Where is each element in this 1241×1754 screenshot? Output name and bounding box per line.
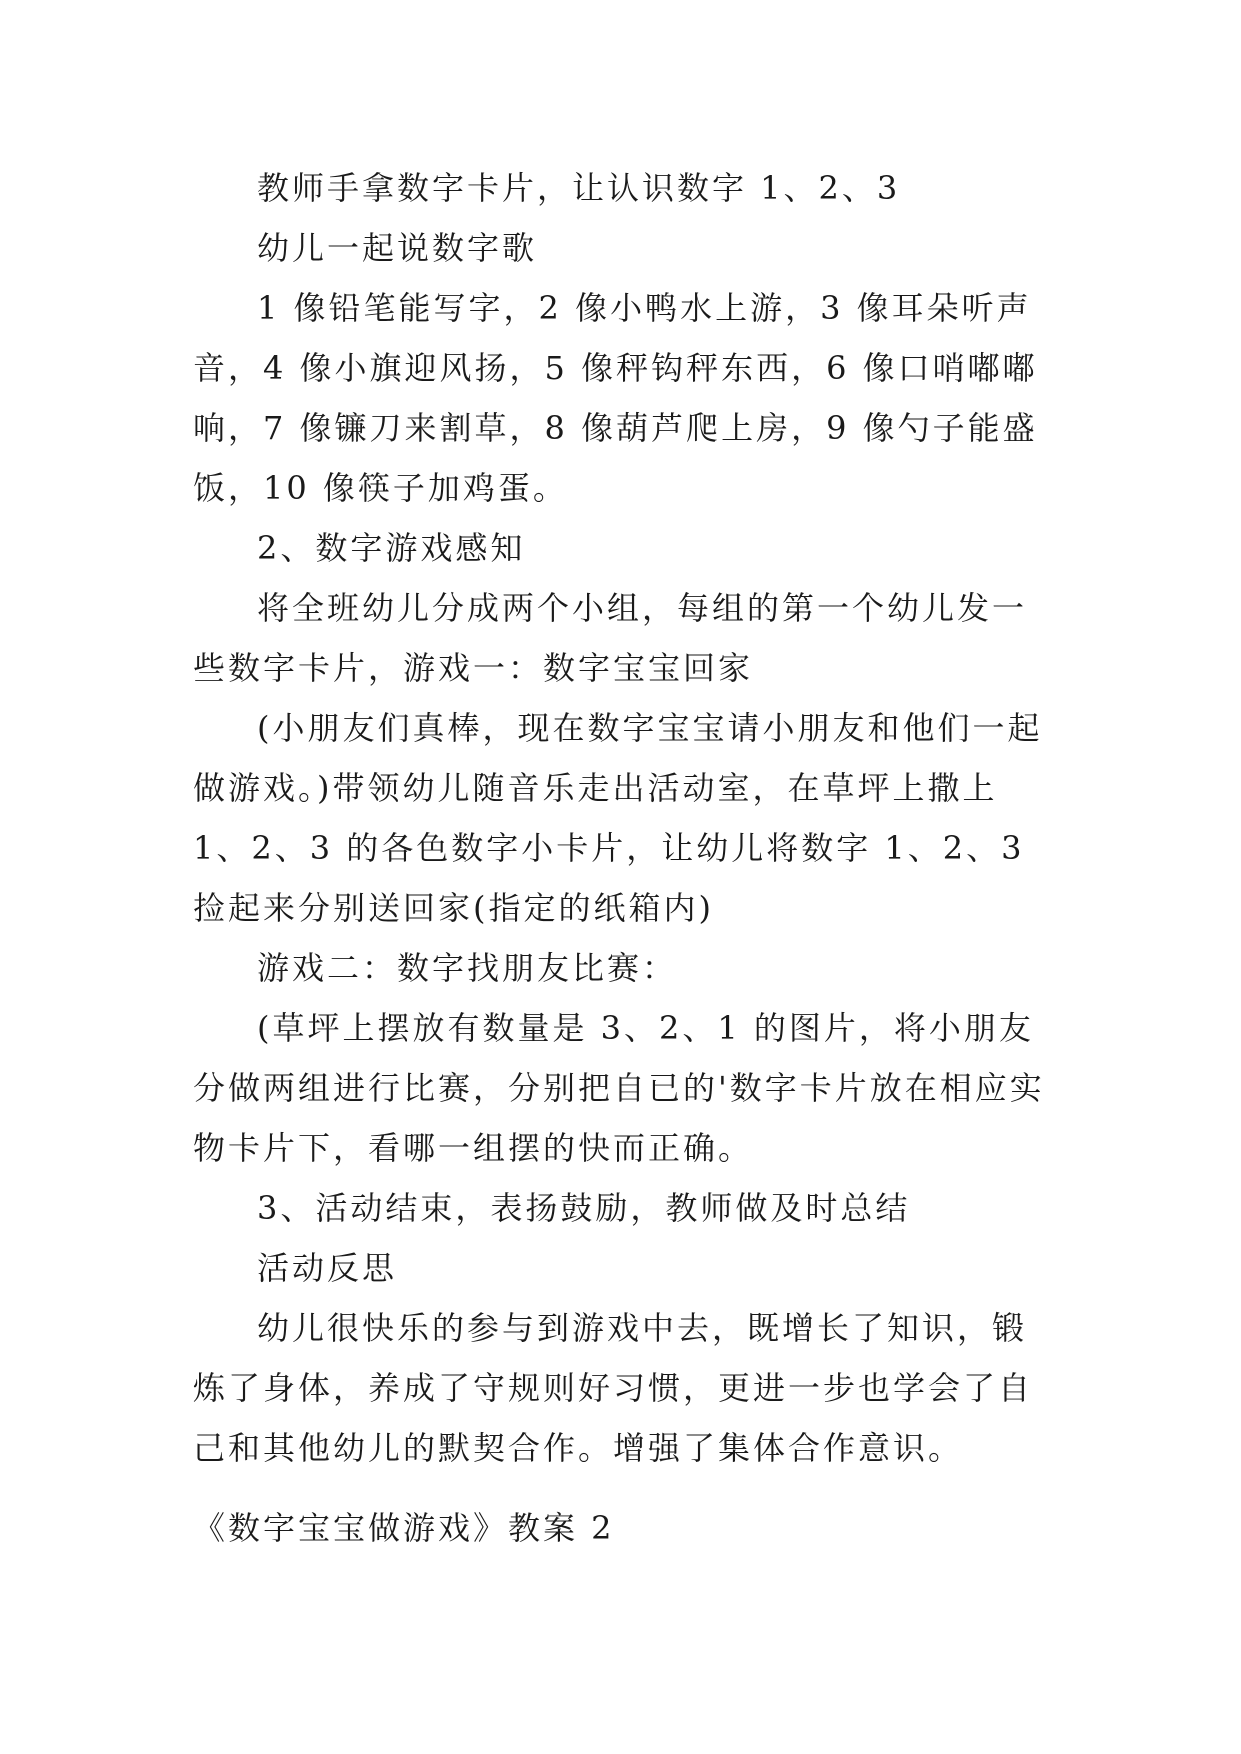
body-text — [193, 158, 1049, 1478]
paragraph-step-3: 3、活动结束，表扬鼓励，教师做及时总结 — [257, 1189, 911, 1227]
paragraph-reflection-title: 活动反思 — [257, 1249, 398, 1287]
section-title: 《数字宝宝做游戏》教案 2 — [193, 1509, 615, 1547]
paragraph-game-two: (草坪上摆放有数量是 3、2、1 的图片，将小朋友分做两组进行比赛，分别把自已的'数字卡片放在相应实物卡片下，看哪一组摆的快而正确。 — [193, 1009, 1045, 1167]
paragraph-intro-cards: 教师手拿数字卡片，让认识数字 1、2、3 — [257, 169, 901, 207]
paragraph-step-2: 2、数字游戏感知 — [257, 529, 526, 567]
paragraph-song-lyrics: 1 像铅笔能写字，2 像小鸭水上游，3 像耳朵听声音，4 像小旗迎风扬，5 像秤钩秤东西，6 像口哨嘟嘟响，7 像镰刀来割草，8 像葫芦爬上房，9 像勺子能盛饭，10 像筷子加鸡蛋。 — [193, 289, 1038, 507]
paragraph-game-two-title: 游戏二：数字找朋友比赛： — [257, 949, 678, 987]
paragraph-reflection: 幼儿很快乐的参与到游戏中去，既增长了知识，锻炼了身体，养成了守规则好习惯，更进一步也学会了自己和其他幼儿的默契合作。增强了集体合作意识。 — [193, 1309, 1034, 1467]
paragraph-groups: 将全班幼儿分成两个小组，每组的第一个幼儿发一些数字卡片，游戏一：数字宝宝回家 — [193, 589, 1028, 687]
paragraph-game-one: (小朋友们真棒，现在数字宝宝请小朋友和他们一起做游戏。)带领幼儿随音乐走出活动室，在草坪上撒上 1、2、3 的各色数字小卡片，让幼儿将数字 1、2、3 捡起来分别送回家(指定的纸箱内) — [193, 709, 1043, 927]
paragraph-number-song: 幼儿一起说数字歌 — [257, 229, 538, 267]
